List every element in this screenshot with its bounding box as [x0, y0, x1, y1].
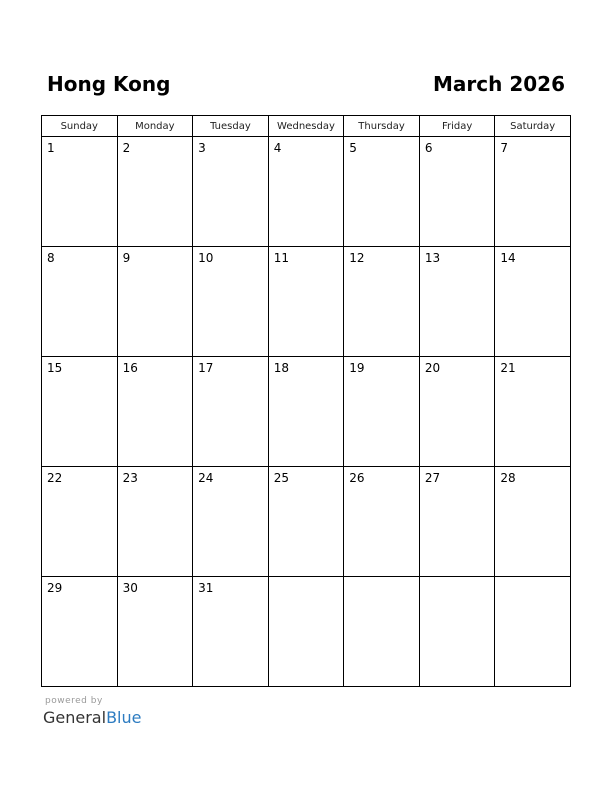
day-cell — [117, 247, 193, 357]
day-number: 20 — [424, 361, 441, 375]
weekday-header: Monday — [117, 116, 193, 137]
day-cell — [268, 357, 344, 467]
day-cell — [344, 357, 420, 467]
day-cell — [42, 357, 118, 467]
day-number: 13 — [424, 251, 441, 265]
day-cell — [117, 577, 193, 687]
day-cell — [495, 357, 571, 467]
day-cell — [42, 247, 118, 357]
day-cell — [419, 577, 495, 687]
day-number: 16 — [122, 361, 138, 375]
day-number: 11 — [273, 251, 289, 265]
day-cell — [344, 247, 420, 357]
day-number: 2 — [122, 141, 131, 155]
day-cell — [117, 357, 193, 467]
day-cell — [419, 357, 495, 467]
day-cell — [42, 577, 118, 687]
day-number: 8 — [47, 251, 55, 265]
calendar-grid — [41, 115, 571, 687]
day-cell — [193, 467, 269, 577]
day-number: 4 — [273, 141, 282, 155]
day-number: 14 — [500, 251, 516, 265]
day-cell — [419, 467, 495, 577]
day-cell — [495, 577, 571, 687]
day-cell — [268, 247, 344, 357]
day-cell — [268, 577, 344, 687]
weekday-header-row — [42, 116, 571, 137]
day-number — [495, 577, 570, 581]
day-number: 22 — [47, 471, 63, 485]
footer-branding — [43, 696, 141, 728]
day-number: 26 — [349, 471, 365, 485]
brand-name-blue: Blue — [106, 708, 142, 727]
day-cell — [117, 137, 193, 247]
day-cell — [268, 137, 344, 247]
day-cell — [495, 247, 571, 357]
day-cell — [495, 467, 571, 577]
day-number: 24 — [198, 471, 214, 485]
day-cell — [268, 467, 344, 577]
day-number: 29 — [47, 581, 63, 595]
day-cell — [193, 247, 269, 357]
day-number: 31 — [198, 581, 214, 595]
day-number: 12 — [349, 251, 365, 265]
weekday-header: Friday — [419, 116, 495, 137]
day-cell — [42, 137, 118, 247]
day-cell — [42, 467, 118, 577]
month-title: March 2026 — [433, 72, 565, 96]
day-number: 21 — [500, 361, 516, 375]
day-number: 6 — [424, 141, 433, 155]
week-row — [42, 247, 571, 357]
day-number: 19 — [349, 361, 365, 375]
day-number: 1 — [47, 141, 55, 155]
day-number: 27 — [424, 471, 441, 485]
weekday-header: Saturday — [495, 116, 571, 137]
day-number: 28 — [500, 471, 516, 485]
day-cell — [344, 577, 420, 687]
day-cell — [117, 467, 193, 577]
day-cell — [193, 357, 269, 467]
weekday-header: Sunday — [42, 116, 118, 137]
powered-by-text: powered by — [45, 696, 103, 706]
day-number: 23 — [122, 471, 138, 485]
day-number: 18 — [273, 361, 289, 375]
day-number: 15 — [47, 361, 63, 375]
day-number: 5 — [349, 141, 357, 155]
day-number — [344, 577, 419, 581]
day-number: 10 — [198, 251, 214, 265]
weekday-header: Thursday — [344, 116, 420, 137]
day-cell — [495, 137, 571, 247]
day-number: 9 — [122, 251, 131, 265]
day-cell — [419, 247, 495, 357]
day-number — [420, 577, 495, 581]
week-row — [42, 137, 571, 247]
week-row — [42, 357, 571, 467]
day-cell — [193, 577, 269, 687]
weekday-header: Tuesday — [193, 116, 269, 137]
weekday-header: Wednesday — [268, 116, 344, 137]
region-title: Hong Kong — [47, 72, 171, 96]
brand-name-general: General — [43, 708, 107, 727]
day-number — [269, 577, 344, 581]
week-row — [42, 467, 571, 577]
day-number: 7 — [500, 141, 509, 155]
brand-logo — [43, 708, 141, 728]
week-row — [42, 577, 571, 687]
day-number: 25 — [273, 471, 289, 485]
day-cell — [193, 137, 269, 247]
day-cell — [344, 467, 420, 577]
day-number: 30 — [122, 581, 138, 595]
day-cell — [344, 137, 420, 247]
day-cell — [419, 137, 495, 247]
day-number: 17 — [198, 361, 214, 375]
day-number: 3 — [198, 141, 206, 155]
